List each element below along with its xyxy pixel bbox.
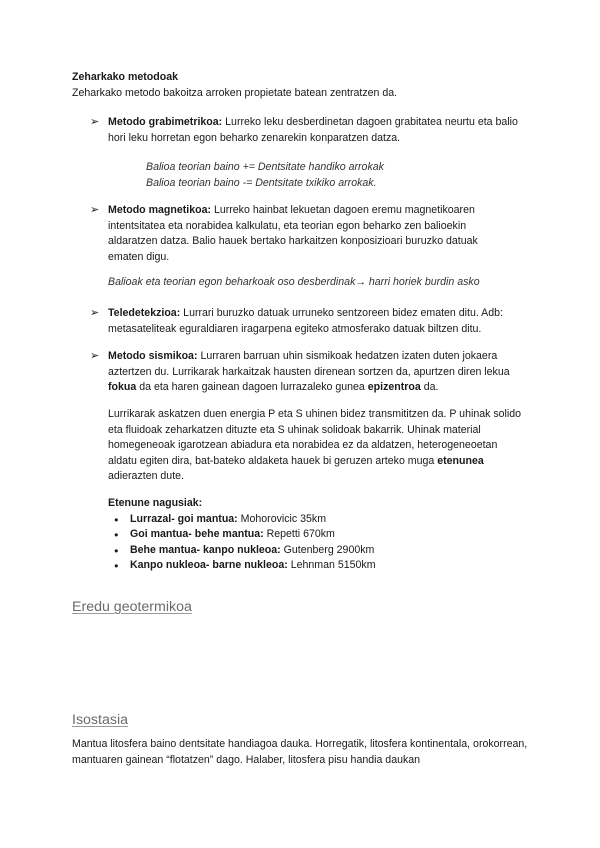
item-label: Kanpo nukleoa- barne nukleoa: — [130, 559, 288, 572]
term-epizentroa: epizentroa — [367, 381, 421, 394]
isostasy-text: Mantua litosfera baino dentsitate handiagoa dauka. Horregatik, litosfera kontinentala, orokorrean, mantuaren gainean “flotatzen” dago. Halaber, litosfera pisu handia daukan — [72, 738, 528, 766]
paragraph-text: adierazten dute. — [108, 470, 184, 483]
note-line: Balioa teorian baino -= Dentsitate txikiko arrokak. — [146, 176, 377, 189]
gravimetric-notes — [146, 160, 506, 191]
list-item — [108, 543, 528, 559]
magnetic-note: Balioak eta teorian egon beharkoak oso desberdinak→ harri horiek burdin asko — [108, 276, 480, 288]
term-etenunea: etenunea — [437, 454, 484, 467]
item-value: Repetti 670km — [266, 528, 335, 541]
item-label: Lurrazal- goi mantua: — [130, 512, 238, 525]
bullet-label: Metodo grabimetrikoa: — [108, 116, 223, 128]
intro-text: Zeharkako metodo bakoitza arroken propietate batean zentratzen da. — [72, 86, 398, 99]
isostasy-heading: Isostasia — [72, 712, 128, 728]
section-title: Zeharkako metodoak — [72, 71, 178, 83]
item-value: Lehnman 5150km — [290, 559, 376, 572]
bullet-text: Lurreko leku desberdinetan dagoen grabitatea neurtu eta balio hori leku horretan egon beharko zenarekin konparatzen datza. — [108, 116, 518, 144]
discontinuities-title: Etenune nagusiak: — [108, 497, 203, 509]
bullet-label: Teledetekzioa: — [108, 307, 181, 319]
discontinuities-list — [108, 512, 528, 574]
paragraph-text: Lurrikarak askatzen duen energia P eta S uhinen bidez transmititzen da. P uhinak solido eta fluidoak zeharkatzen dituzte eta S uhinak solidoak bakarrik. Uhinak material homegeneoak igarotzean abiadura eta norabidea ez da aldatzen, heterogeneoetan aldatu egiten dira, bat-bateko aldaketa hauek bi geruzen arteko muga — [108, 408, 522, 467]
term-fokua: fokua — [108, 381, 137, 394]
bullet-label: Metodo magnetikoa: — [108, 204, 211, 216]
arrow-bullet-icon: ➢ — [90, 307, 100, 319]
item-label: Goi mantua- behe mantua: — [130, 528, 264, 541]
list-item — [108, 527, 528, 543]
bullet-text: Lurreko hainbat lekuetan dagoen eremu magnetikoaren intentsitatea eta norabidea kalkulatu, eta teorian egon beharko zen balioekin aldaratzen datza. Balio hauek bertako harkaitzen konposizioari buruzko datuak ematen digu. — [108, 204, 478, 263]
bullet-text: da. — [423, 381, 439, 394]
discontinuities-section — [108, 496, 528, 574]
item-value: Gutenberg 2900km — [283, 543, 375, 556]
bullet-text: Lurraren barruan uhin sismikoak hedatzen izaten duten jokaera aztertzen du. Lurrikarak harkaitzak hausten direnean sortzen da, apurtzen diren lekua — [108, 350, 510, 378]
arrow-bullet-icon: ➢ — [90, 350, 100, 362]
bullet-text: da eta haren gainean dagoen lurrazaleko gunea — [139, 381, 365, 394]
list-item — [108, 512, 528, 528]
note-line: Balioa teorian baino += Dentsitate handiko arrokak — [146, 161, 384, 173]
intro-section — [72, 70, 532, 101]
bullet-text: Lurrari buruzko datuak urruneko sentzoreen bidez ematen ditu. Adb: metasateliteak eguraldiaren iragarpena egiteko atmosferako datuak biltzen ditu. — [108, 307, 503, 335]
seismic-paragraph — [108, 407, 522, 485]
bullet-label: Metodo sismikoa: — [108, 350, 198, 362]
arrow-bullet-icon: ➢ — [90, 204, 100, 216]
item-label: Behe mantua- kanpo nukleoa: — [130, 543, 281, 556]
arrow-bullet-icon: ➢ — [90, 116, 100, 128]
geothermal-heading: Eredu geotermikoa — [72, 599, 192, 615]
list-item — [108, 558, 528, 574]
item-value: Mohorovicic 35km — [240, 512, 327, 525]
